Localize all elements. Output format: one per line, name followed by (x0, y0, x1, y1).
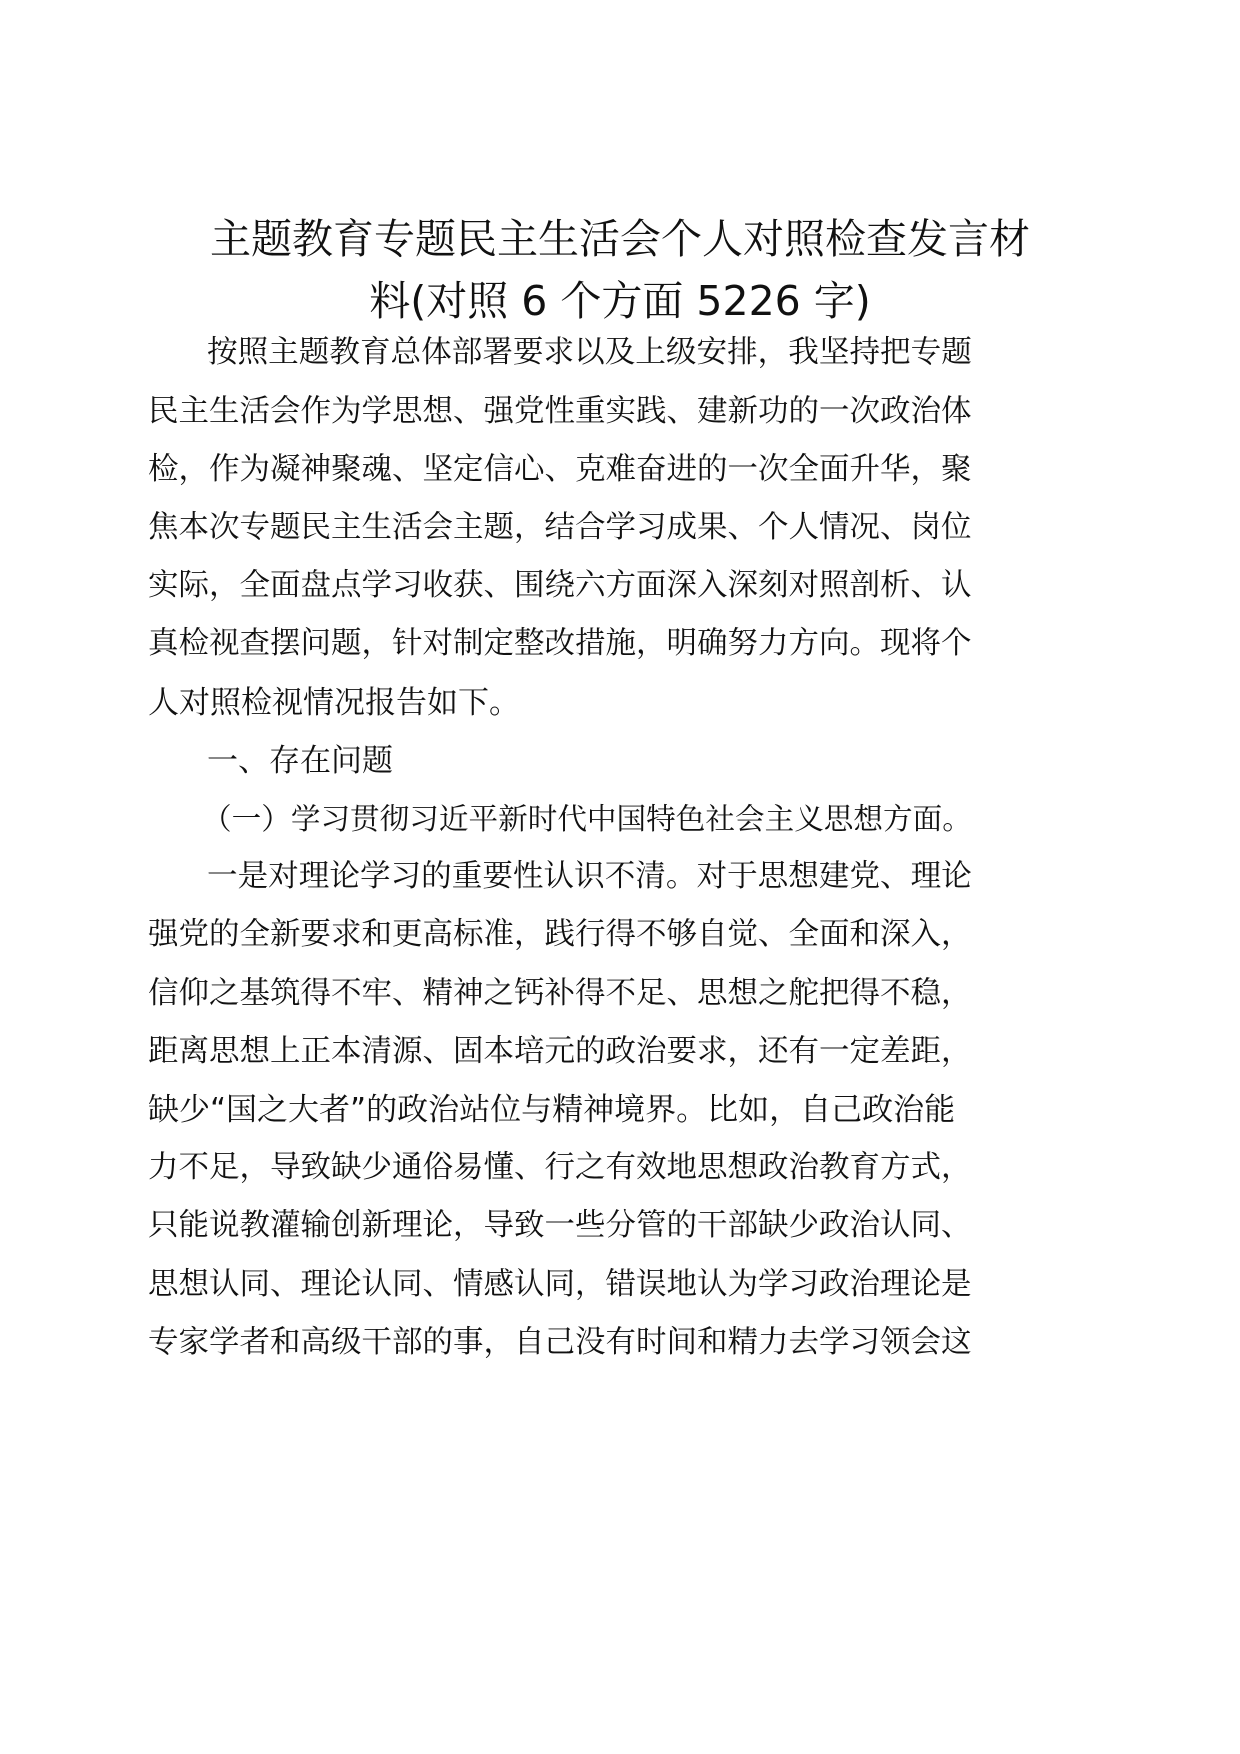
subsection-heading: （一）学习贯彻习近平新时代中国特色社会主义思想方面。 (202, 802, 972, 836)
document-title (150, 208, 1090, 332)
body-line: 距离思想上正本清源、固本培元的政治要求，还有一定差距， (148, 1034, 972, 1069)
title-line-2: 料(对照 6 个方面 5226 字) (369, 277, 871, 325)
title-line-1: 主题教育专题民主生活会个人对照检查发言材 (210, 215, 1030, 263)
body-line: 人对照检视情况报告如下。 (148, 685, 520, 721)
body-line: 一是对理论学习的重要性认识不清。对于思想建党、理论 (207, 859, 972, 894)
body-line: 只能说教灌输创新理论，导致一些分管的干部缺少政治认同、 (148, 1208, 972, 1243)
body-line: 力不足，导致缺少通俗易懂、行之有效地思想政治教育方式， (148, 1150, 972, 1185)
body-line: 民主生活会作为学思想、强党性重实践、建新功的一次政治体 (148, 394, 972, 429)
body-line: 按照主题教育总体部署要求以及上级安排，我坚持把专题 (207, 335, 972, 370)
body-line: 专家学者和高级干部的事，自己没有时间和精力去学习领会这 (148, 1325, 972, 1360)
body-line: 焦本次专题民主生活会主题，结合学习成果、个人情况、岗位 (148, 510, 972, 545)
body-line: 缺少“国之大者”的政治站位与精神境界。比如，自己政治能 (148, 1092, 956, 1128)
body-line: 思想认同、理论认同、情感认同，错误地认为学习政治理论是 (148, 1267, 972, 1302)
body-line: 信仰之基筑得不牢、精神之钙补得不足、思想之舵把得不稳， (148, 976, 972, 1011)
body-line: 真检视查摆问题，针对制定整改措施，明确努力方向。现将个 (148, 626, 972, 661)
section-heading: 一、存在问题 (207, 743, 393, 779)
body-line: 实际，全面盘点学习收获、围绕六方面深入深刻对照剖析、认 (148, 568, 972, 603)
body-line: 强党的全新要求和更高标准，践行得不够自觉、全面和深入， (148, 917, 972, 952)
body-line: 检，作为凝神聚魂、坚定信心、克难奋进的一次全面升华，聚 (148, 452, 972, 487)
